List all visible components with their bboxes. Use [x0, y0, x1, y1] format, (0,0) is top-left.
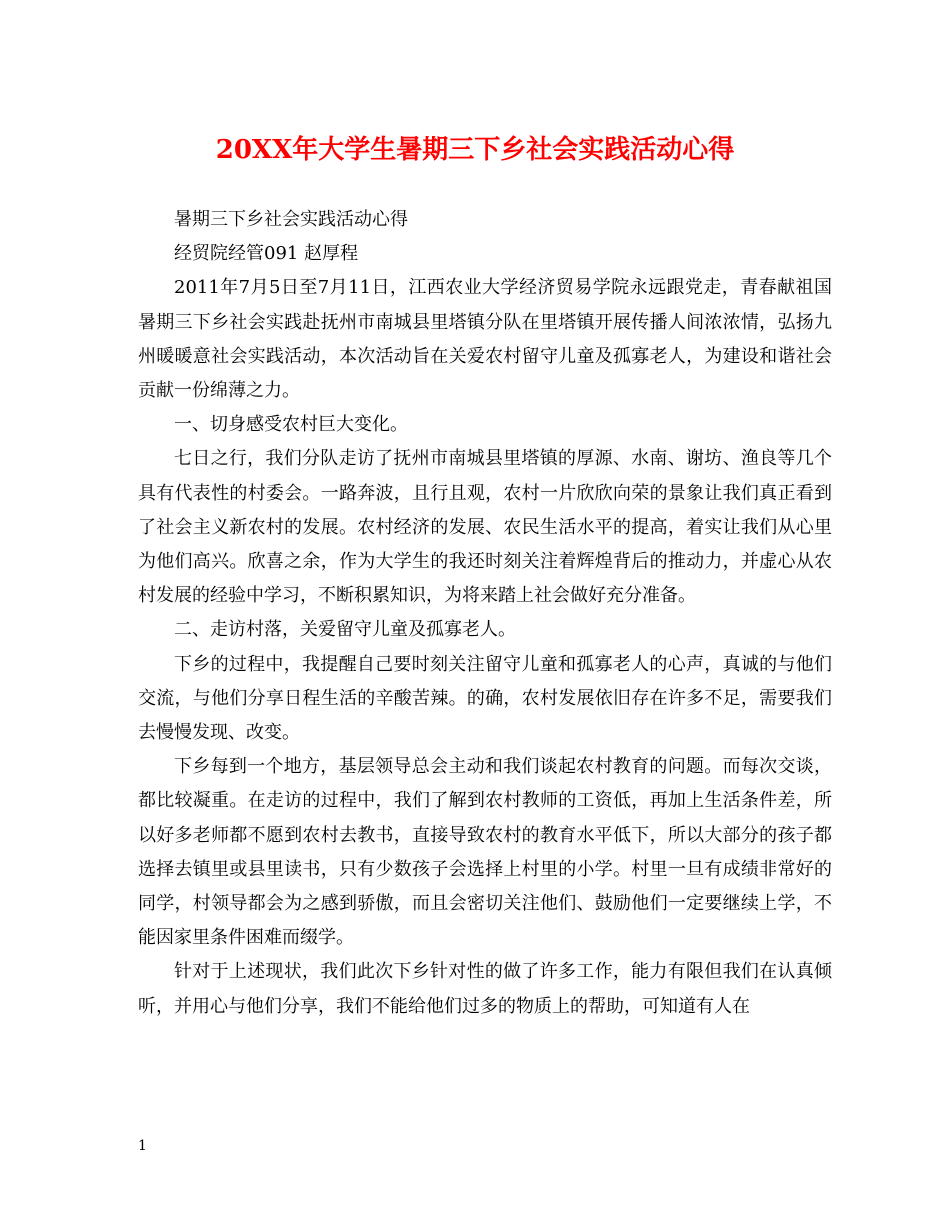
- document-body: [138, 203, 832, 1024]
- section-heading-2: 二、走访村落，关爱留守儿童及孤寡老人。: [174, 619, 516, 641]
- paragraph-section-2c: 针对于上述现状，我们此次下乡针对性的做了许多工作，能力有限但我们在认真倾听，并用心与他们分享，我们不能给他们过多的物质上的帮助，可知道有人在: [138, 961, 832, 1017]
- paragraph-section-2b: 下乡每到一个地方，基层领导总会主动和我们谈起农村教育的问题。而每次交谈，都比较凝重。在走访的过程中，我们了解到农村教师的工资低，再加上生活条件差，所以好多老师都不愿到农村去教书，直接导致农村的教育水平低下，所以大部分的孩子都选择去镇里或县里读书，只有少数孩子会选择上村里的小学。村里一旦有成绩非常好的同学，村领导都会为之感到骄傲，而且会密切关注他们、鼓励他们一定要继续上学，不能因家里条件困难而缀学。: [138, 756, 832, 949]
- page-number: 1: [138, 1138, 147, 1154]
- paragraph-intro: 2011年7月5日至7月11日，江西农业大学经济贸易学院永远跟党走，青春献祖国 暑期三下乡社会实践赴抚州市南城县里塔镇分队在里塔镇开展传播人间浓浓情，弘扬九州暖暖意社会实践活动，本次活动旨在关爱农村留守儿童及孤寡老人，为建设和谐社会贡献一份绵薄之力。: [138, 277, 832, 402]
- paragraph-section-2a: 下乡的过程中，我提醒自己要时刻关注留守儿童和孤寡老人的心声，真诚的与他们交流，与他们分享日程生活的辛酸苦辣。的确，农村发展依旧存在许多不足，需要我们去慢慢发现、改变。: [138, 653, 832, 744]
- paragraph-subtitle: 暑期三下乡社会实践活动心得: [174, 209, 408, 230]
- paragraph-author: 经贸院经管091 赵厚程: [174, 243, 359, 265]
- section-heading-1: 一、切身感受农村巨大变化。: [174, 414, 408, 436]
- paragraph-section-1: 七日之行，我们分队走访了抚州市南城县里塔镇的厚源、水南、谢坊、渔良等几个具有代表性的村委会。一路奔波，且行且观，农村一片欣欣向荣的景象让我们真正看到了社会主义新农村的发展。农村经济的发展、农民生活水平的提高，着实让我们从心里为他们高兴。欣喜之余，作为大学生的我还时刻关注着辉煌背后的推动力，并虚心从农村发展的经验中学习，不断积累知识，为将来踏上社会做好充分准备。: [138, 448, 832, 607]
- document-title: 20XX年大学生暑期三下乡社会实践活动心得: [215, 135, 735, 165]
